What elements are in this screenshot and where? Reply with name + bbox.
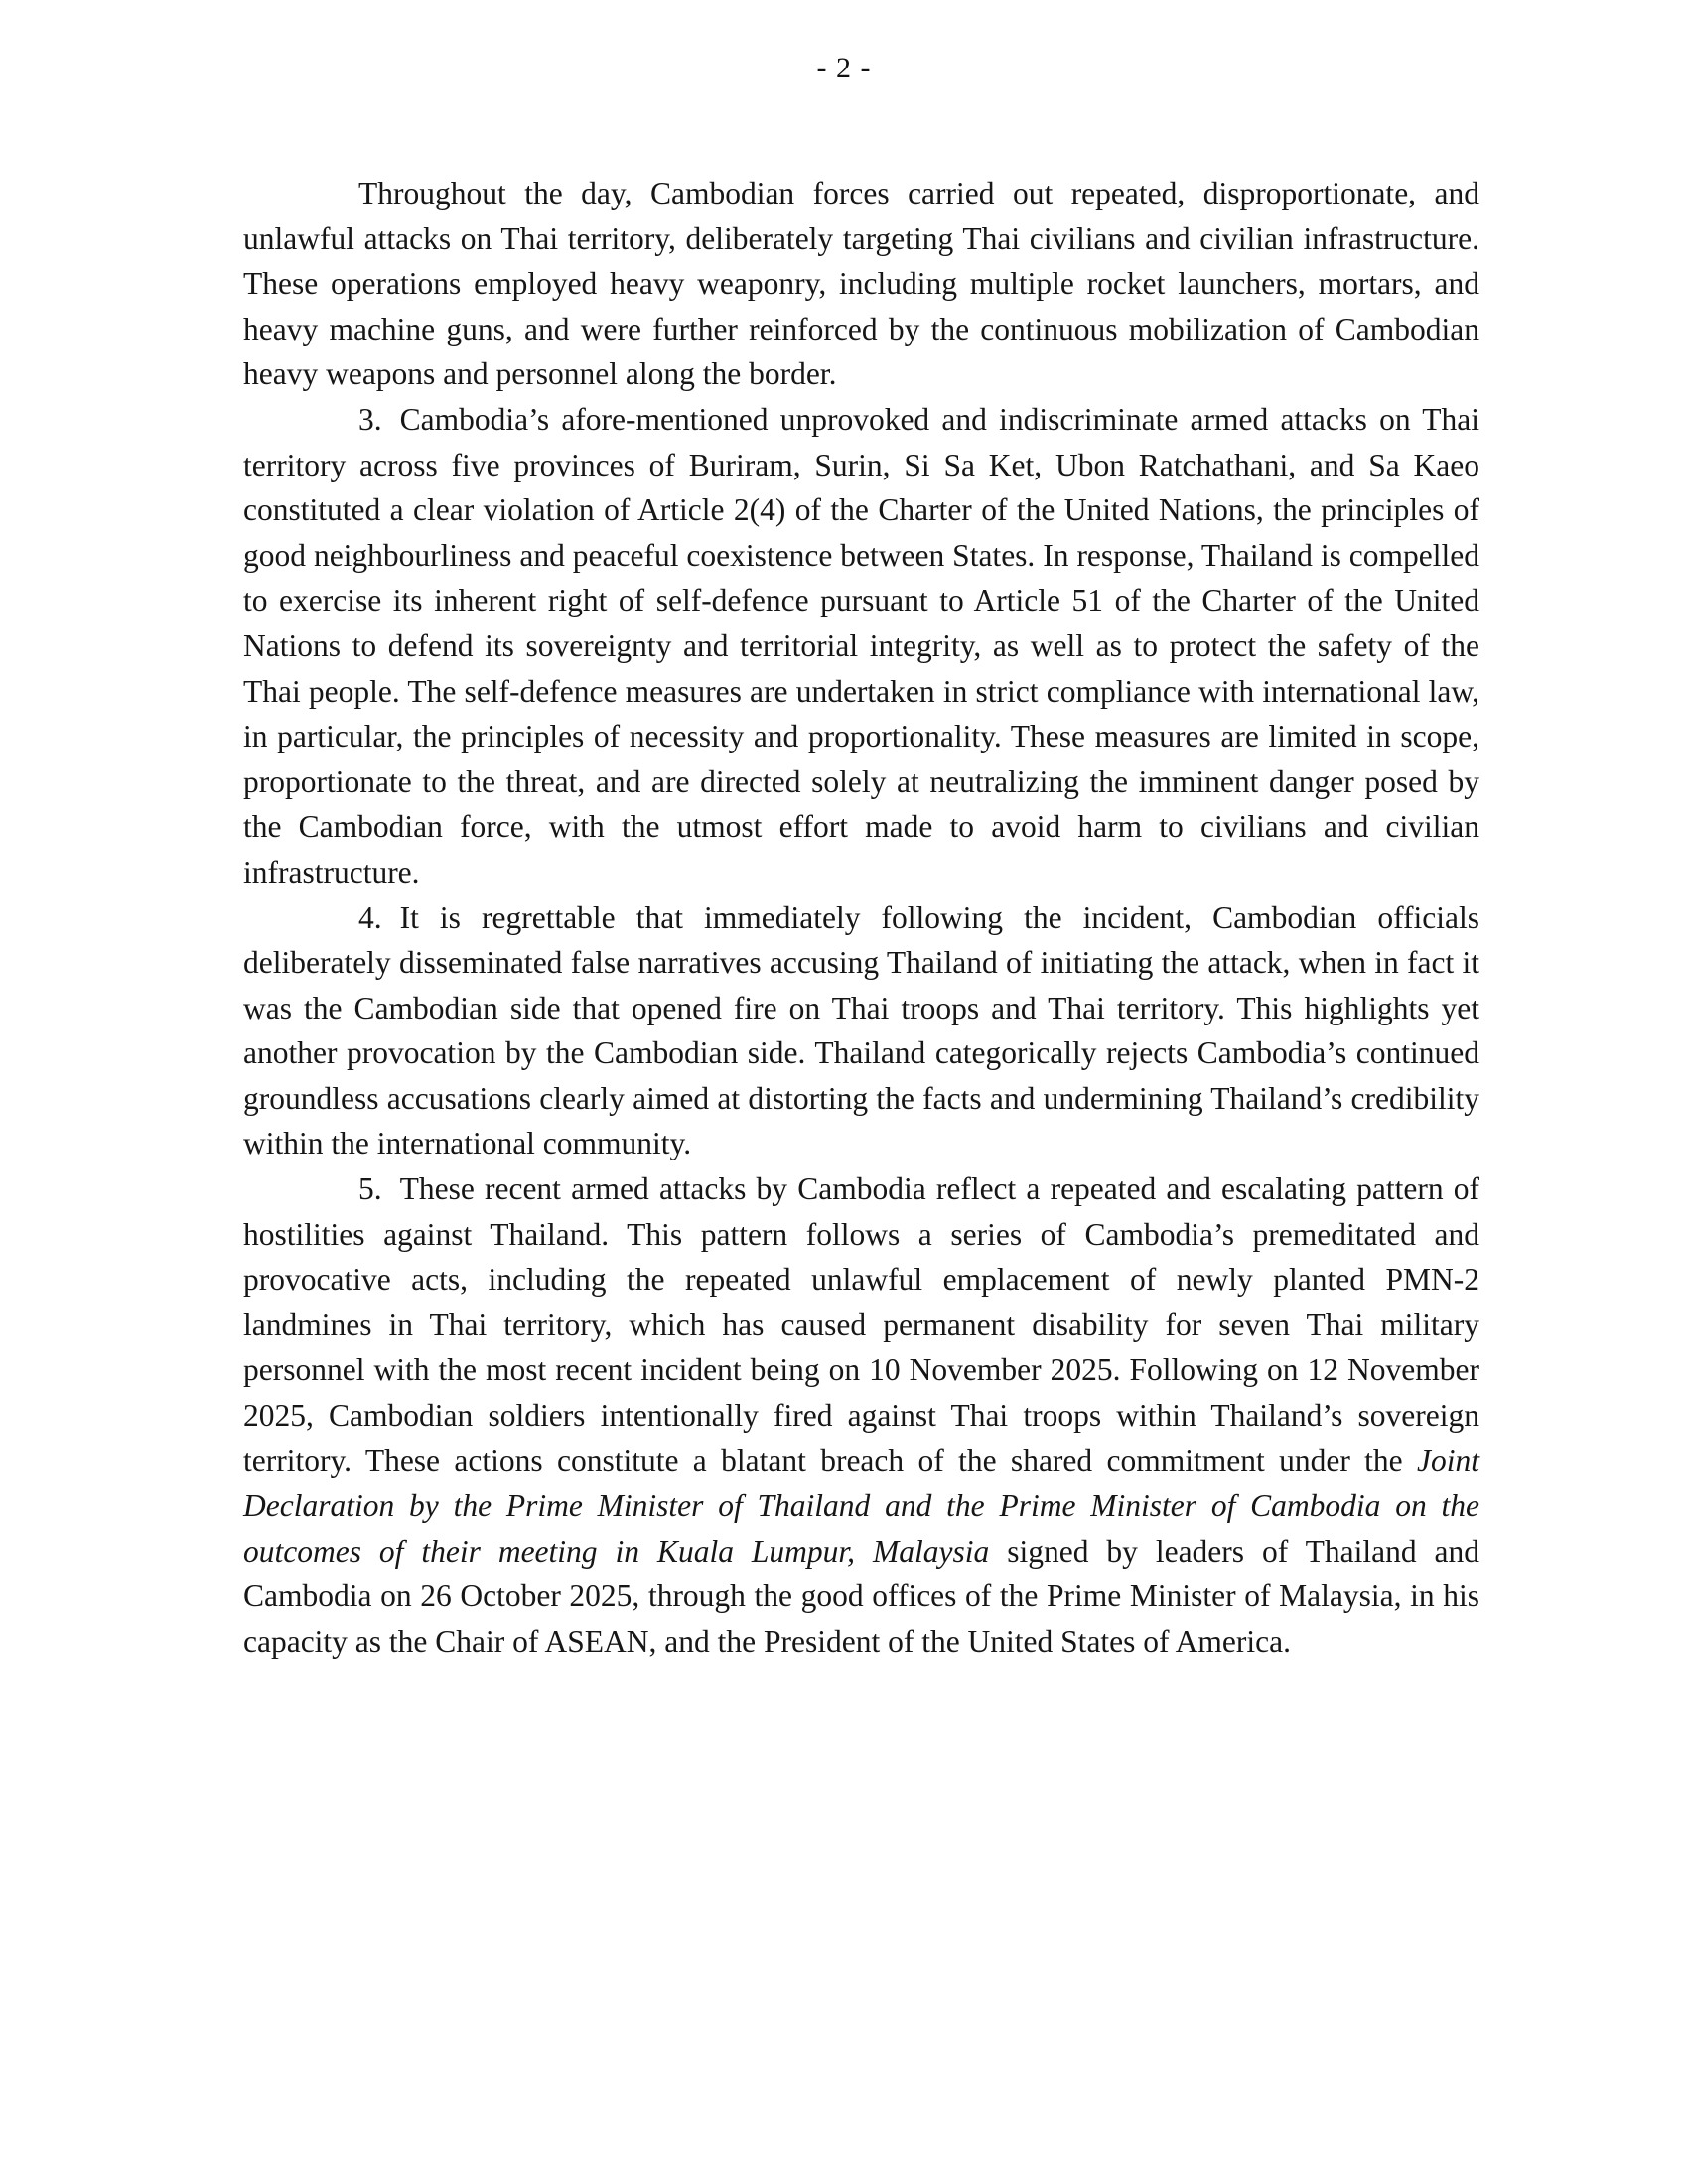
paragraph-5 bbox=[243, 1166, 1479, 1665]
paragraph-3-number: 3. bbox=[358, 401, 382, 437]
paragraph-5-text-before-title: These recent armed attacks by Cambodia reflect a repeated and escalating pattern of hostilities against Thailand. This pattern follows a series of Cambodia’s premeditated and provocative acts, including the repeated unlawful emplacement of newly planted PMN-2 landmines in Thai territory, which has caused permanent disability for seven Thai military personnel with the most recent incident being on 10 November 2025. Following on 12 November 2025, Cambodian soldiers intentionally fired against Thai troops within Thailand’s sovereign territory. These actions constitute a blatant breach of the shared commitment under the bbox=[243, 1171, 1479, 1478]
paragraph-3-text: Cambodia’s afore-mentioned unprovoked and indiscriminate armed attacks on Thai territory across five provinces of Buriram, Surin, Si Sa Ket, Ubon Ratchathani, and Sa Kaeo constituted a clear violation of Article 2(4) of the Charter of the United Nations, the principles of good neighbourliness and peaceful coexistence between States. In response, Thailand is compelled to exercise its inherent right of self-defence pursuant to Article 51 of the Charter of the United Nations to defend its sovereignty and territorial integrity, as well as to protect the safety of the Thai people. The self-defence measures are undertaken in strict compliance with international law, in particular, the principles of necessity and proportionality. These measures are limited in scope, proportionate to the threat, and are directed solely at neutralizing the imminent danger posed by the Cambodian force, with the utmost effort made to avoid harm to civilians and civilian infrastructure. bbox=[243, 401, 1479, 889]
paragraph-4-text: It is regrettable that immediately following the incident, Cambodian officials deliberately disseminated false narratives accusing Thailand of initiating the attack, when in fact it was the Cambodian side that opened fire on Thai troops and Thai territory. This highlights yet another provocation by the Cambodian side. Thailand categorically rejects Cambodia’s continued groundless accusations clearly aimed at distorting the facts and undermining Thailand’s credibility within the international community. bbox=[243, 899, 1479, 1161]
page-number: - 2 - bbox=[816, 52, 872, 84]
paragraph-4-number: 4. bbox=[358, 899, 382, 935]
paragraph-continued-text: Throughout the day, Cambodian forces carried out repeated, disproportionate, and unlawful attacks on Thai territory, deliberately targeting Thai civilians and civilian infrastructure. These operations employed heavy weaponry, including multiple rocket launchers, mortars, and heavy machine guns, and were further reinforced by the continuous mobilization of Cambodian heavy weapons and personnel along the border. bbox=[243, 176, 1479, 392]
paragraph-5-number: 5. bbox=[358, 1171, 382, 1207]
joint-declaration-title: Joint Declaration by the Prime Minister of Thailand and the Prime Minister of Cambodia on the outcomes of their meeting in Kuala Lumpur, Malaysia bbox=[243, 1442, 1479, 1569]
paragraph-3 bbox=[243, 397, 1479, 895]
document-body bbox=[243, 171, 1479, 1665]
paragraph-continued bbox=[243, 171, 1479, 397]
paragraph-4 bbox=[243, 895, 1479, 1167]
paragraph-5-text-after-title: signed by leaders of Thailand and Cambodia on 26 October 2025, through the good offices of the Prime Minister of Malaysia, in his capacity as the Chair of ASEAN, and the President of the United States of America. bbox=[243, 1533, 1479, 1659]
